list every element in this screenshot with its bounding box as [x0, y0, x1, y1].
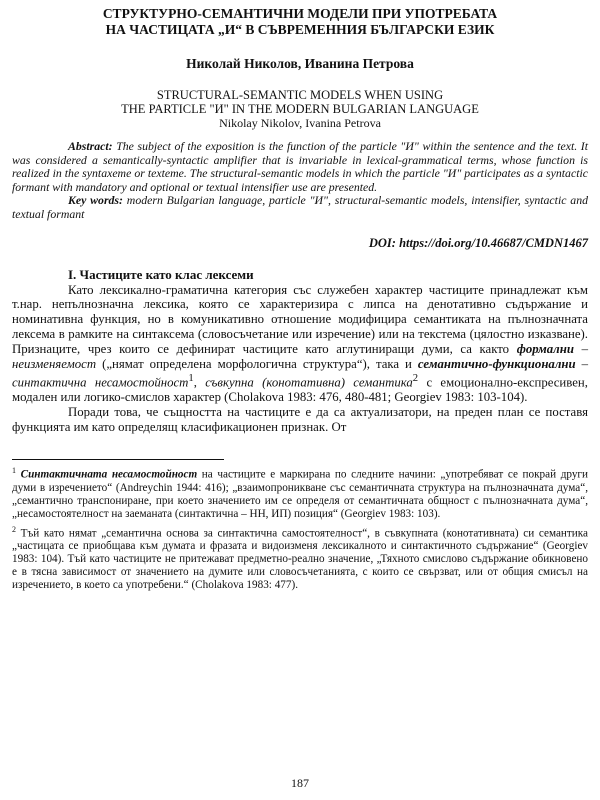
authors-en: Nikolay Nikolov, Ivanina Petrova — [219, 116, 381, 130]
section-title: I. Частиците като клас лексеми — [68, 266, 254, 282]
p1-term-formal: формални — [516, 342, 574, 357]
page-number: 187 — [291, 776, 309, 790]
footnote-2 — [12, 523, 588, 593]
footnote-2-number: 2 — [12, 524, 16, 534]
footnote-1-label: Синтактичната несамостойност — [20, 468, 198, 481]
p1-text-b: – — [573, 342, 588, 357]
keywords-label: Key words: — [68, 193, 123, 208]
abstract-paragraph — [12, 140, 588, 194]
p1-term-conn: съвкупна (конотативна) семантика — [205, 375, 413, 390]
p1-term-synt: синтактична несамостойност — [12, 375, 189, 390]
doi: DOI: https://doi.org/10.46687/CMDN1467 — [368, 235, 588, 250]
footnotes — [12, 464, 588, 592]
p1-text-f: с емоционално-експресивен, модален или логико-смислов характер (Cholakova 1983: 476, 480-481; Georgiev 1983: 103-104). — [12, 375, 588, 405]
footnote-1-number: 1 — [12, 465, 16, 475]
footnote-divider — [12, 459, 224, 460]
footnote-ref-1: 1 — [188, 373, 194, 384]
authors-bg: Николай Николов, Иванина Петрова — [186, 56, 414, 71]
abstract-label: Abstract: — [68, 139, 113, 153]
footnote-2-text: Тъй като нямат „семантична основа за синтактична самостоятелност“, в съвкупната (конотативната) си семантика „частицата се приобщава към думата и фразата и видоизменя лексикалното и синтактичното съдържание“ (Georgiev 1983: 104). Тъй като частиците не притежават предметно-реално значение, „Тяхното смислово съдържание обикновено е в тясна зависимост от значението на думите или словосъчетанията, с които се свързват, или от общия смисъл на изречението, в което са употребени.“ (Cholakova 1983: 477). — [12, 527, 589, 592]
p1-text-a: Като лексикално-граматична категория със служебен характер частиците принадлежат към т.нар. непълнозначна лексика, която се характеризира с липса на денотативно съдържание и номинативна функция, но в комуникативно отношение модифицира семантиката на пълнозначната лексема в рамките на синтаксема (словосъчетание или изречение) или на текстема (цялостно изказване). Признаците, чрез които се дефинират частиците като аглутиниращи думи, са както — [12, 282, 588, 357]
body-text — [12, 283, 588, 435]
p1-term-semfunc: семантично-функционални — [417, 357, 576, 372]
body-paragraph-2: Поради това, че същността на частиците е да са актуализатори, на преден план се поставя функцията им като определящ класификационен признак. От — [12, 405, 588, 434]
p1-text-e: , — [193, 375, 206, 390]
abstract — [12, 140, 588, 222]
p1-text-d: – — [575, 357, 588, 372]
title-en-line2: THE PARTICLE "И" IN THE MODERN BULGARIAN LANGUAGE — [121, 102, 479, 116]
footnote-ref-2: 2 — [412, 373, 419, 384]
title-en-line1: STRUCTURAL-SEMANTIC MODELS WHEN USING — [156, 88, 444, 102]
title-bg-line2: НА ЧАСТИЦАТА „И“ В СЪВРЕМЕННИЯ БЪЛГАРСКИ ЕЗИК — [105, 22, 495, 37]
footnote-1-text: на частиците е маркирана по следните начини: „употребяват се покрай други думи в изречението“ (Andreychin 1944: 416); „взаимопроникване със семантичната структура на пълнозначната дума“, „семантично транспониране, при което значението им се определя от семантичната общност с пълнозначната дума“, „несамостоятелност на заеманата (синтактична – НН, ИП) позиция“ (Georgiev 1983: 103). — [12, 468, 588, 520]
title-bg-line1: СТРУКТУРНО-СЕМАНТИЧНИ МОДЕЛИ ПРИ УПОТРЕБАТА — [102, 6, 498, 21]
keywords-text: modern Bulgarian language, particle "И", structural-semantic models, intensifier, syntactic and textual formant — [12, 193, 588, 221]
footnote-1 — [12, 464, 588, 521]
keywords-paragraph — [12, 194, 588, 221]
abstract-text: The subject of the exposition is the function of the particle "И" within the sentence and the text. It was considered a semantically-syntactic amplifier that is invariable in lexical-grammatical terms, whose function is realized in the syntaxeme or texteme. The structural-semantic models in which the particle "И" participates as a syntactic formant with mandatory and optional or textual intensifier use are presented. — [12, 139, 589, 194]
p1-text-c: („нямат определена морфологична структура“), така и — [96, 357, 418, 372]
p1-term-invariance: неизменяемост — [12, 357, 97, 372]
body-paragraph-1 — [12, 283, 588, 406]
